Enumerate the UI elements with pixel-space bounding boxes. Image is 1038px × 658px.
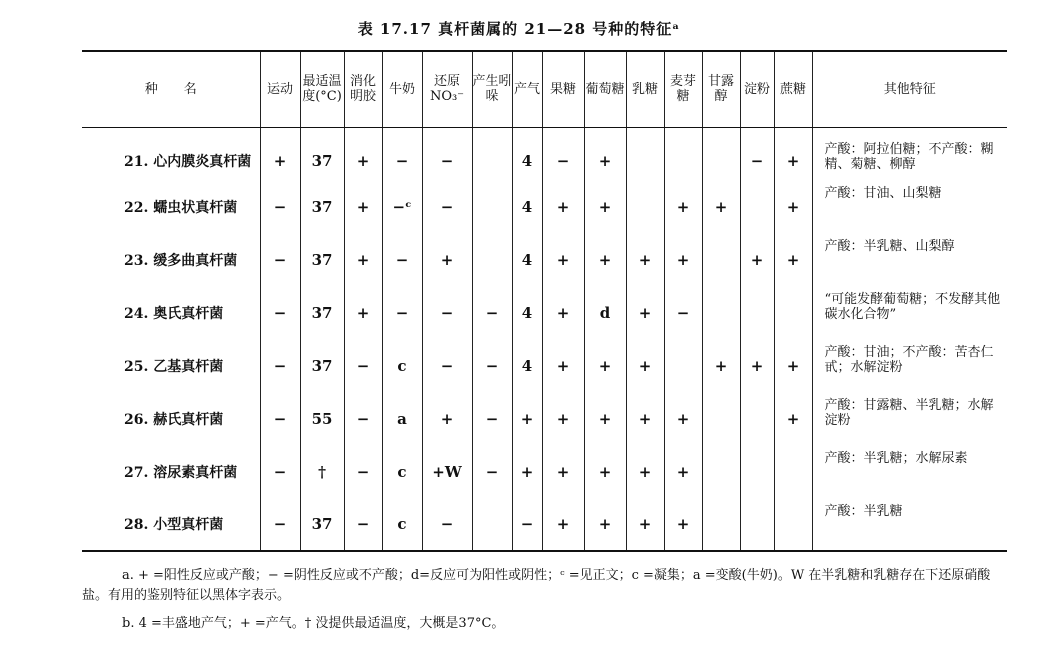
header-cell: 种 名 [82,51,260,127]
table-cell: 4 [512,233,542,286]
table-cell: 4 [512,286,542,339]
table-cell [740,180,774,233]
table-cell: + [422,233,472,286]
table-cell: 37 [300,286,344,339]
table-cell: + [664,233,702,286]
table-cell: + [584,233,626,286]
table-cell: + [584,180,626,233]
table-cell: − [260,286,300,339]
other-features: 产酸：阿拉伯糖；不产酸：糊精、菊糖、柳醇 [812,127,1007,180]
table-cell: − [260,392,300,445]
table-cell: − [344,392,382,445]
table-cell: + [702,180,740,233]
table-cell: − [422,127,472,180]
table-cell [702,127,740,180]
header-row [82,51,1007,127]
table-cell: 4 [512,127,542,180]
table-cell: + [584,127,626,180]
table-cell: − [344,498,382,551]
header-cell: 产气 [512,51,542,127]
table-cell: + [664,498,702,551]
table-cell: + [542,339,584,392]
table-cell [774,445,812,498]
characteristics-table [82,50,1007,552]
table-cell: c [382,445,422,498]
table-cell: + [774,392,812,445]
table-cell: c [382,339,422,392]
header-cell: 果糖 [542,51,584,127]
table-cell [702,233,740,286]
table-cell: − [344,445,382,498]
table-cell: 37 [300,127,344,180]
table-cell [664,127,702,180]
header-cell: 乳糖 [626,51,664,127]
table-cell [702,498,740,551]
table-row [82,180,1007,233]
table-cell: + [740,233,774,286]
table-cell: + [626,498,664,551]
table-cell: + [774,127,812,180]
table-cell: − [422,498,472,551]
header-cell: 消化明胶 [344,51,382,127]
table-cell [472,233,512,286]
table-row [82,127,1007,180]
header-cell: 甘露醇 [702,51,740,127]
header-cell: 蔗糖 [774,51,812,127]
table-cell [740,392,774,445]
species-name: 22. 蠕虫状真杆菌 [124,199,238,216]
table-cell: + [344,233,382,286]
other-features: 产酸：甘露糖、半乳糖；水解淀粉 [812,392,1007,445]
table-cell: − [260,339,300,392]
table-cell: + [664,445,702,498]
table-cell: + [702,339,740,392]
header-cell: 其他特征 [812,51,1007,127]
header-cell: 葡萄糖 [584,51,626,127]
table-cell: − [422,286,472,339]
table-cell [472,498,512,551]
table-cell [774,286,812,339]
header-cell: 运动 [260,51,300,127]
species-name: 21. 心内膜炎真杆菌 [124,153,252,170]
table-cell: − [260,233,300,286]
other-features: 产酸：甘油；不产酸：苦杏仁甙；水解淀粉 [812,339,1007,392]
table-cell: 37 [300,339,344,392]
table-cell [774,498,812,551]
table-cell: + [740,339,774,392]
species-name: 28. 小型真杆菌 [82,498,260,551]
table-cell: + [542,233,584,286]
header-cell: 还原NO₃⁻ [422,51,472,127]
table-cell: − [382,127,422,180]
table-cell: 4 [512,339,542,392]
table-cell: −ᶜ [382,180,422,233]
table-cell: + [584,445,626,498]
table-cell [702,445,740,498]
table-cell: + [626,233,664,286]
table-row [82,498,1007,551]
table-cell: + [542,286,584,339]
table-cell [702,392,740,445]
table-cell: + [584,392,626,445]
table-cell: − [664,286,702,339]
table-cell [472,180,512,233]
table-cell: − [260,180,300,233]
table-cell: − [472,286,512,339]
table-cell: a [382,392,422,445]
species-name: 25. 乙基真杆菌 [124,358,224,375]
table-cell: 55 [300,392,344,445]
table-cell: − [382,233,422,286]
table-cell: + [344,127,382,180]
table-cell: − [512,498,542,551]
table-cell: † [300,445,344,498]
other-features: 产酸：半乳糖；水解尿素 [812,445,1007,498]
table-cell: − [472,392,512,445]
table-cell: + [542,445,584,498]
table-cell: + [774,339,812,392]
table-cell: − [260,445,300,498]
species-name: 23. 缓多曲真杆菌 [124,252,238,269]
table-cell: + [542,180,584,233]
table-cell: − [542,127,584,180]
table-cell [664,339,702,392]
table-cell: 37 [300,498,344,551]
table-title: 表 17.17 真杆菌属的 21—28 号种的特征ᵃ [357,20,681,38]
header-cell: 产生吲哚 [472,51,512,127]
table-cell [626,180,664,233]
table-cell [702,286,740,339]
header-cell: 麦芽糖 [664,51,702,127]
table-cell: + [664,392,702,445]
species-name: 27. 溶尿素真杆菌 [124,464,238,481]
table-cell: + [512,392,542,445]
table-cell: c [382,498,422,551]
table-cell: + [344,286,382,339]
table-row [82,233,1007,286]
table-cell [472,127,512,180]
header-cell: 最适温度(°C) [300,51,344,127]
table-cell [626,127,664,180]
table-cell: + [774,233,812,286]
table-cell: + [422,392,472,445]
table-cell: − [422,180,472,233]
table-cell: + [542,498,584,551]
table-cell [740,498,774,551]
table-cell: + [626,445,664,498]
table-cell [740,445,774,498]
other-features: 产酸：半乳糖 [812,498,1007,551]
table-cell: + [344,180,382,233]
table-cell: +W [422,445,472,498]
table-cell: + [512,445,542,498]
table-cell: + [774,180,812,233]
table-cell: + [626,339,664,392]
table-cell: + [626,286,664,339]
table-cell: + [584,339,626,392]
table-row [82,392,1007,445]
table-cell: − [422,339,472,392]
table-cell: d [584,286,626,339]
table-row [82,339,1007,392]
other-features: “可能发酵葡萄糖；不发酵其他碳水化合物” [812,286,1007,339]
table-cell: + [260,127,300,180]
other-features: 产酸：甘油、山梨糖 [812,180,1007,233]
footnote-a: a. + =阳性反应或产酸；− =阴性反应或不产酸；d=反应可为阳性或阴性；ᶜ =见正文；c =凝集；a =变酸(牛奶)。W 在半乳糖和乳糖存在下还原硝酸盐。有用的鉴别特征以黑体字表示。 [82,568,991,603]
header-cell: 淀粉 [740,51,774,127]
table-cell: − [472,445,512,498]
table-body [82,127,1007,551]
table-cell: − [740,127,774,180]
table-cell: − [344,339,382,392]
table-row [82,286,1007,339]
species-name: 26. 赫氏真杆菌 [124,411,224,428]
table-cell [740,286,774,339]
table-cell: 37 [300,233,344,286]
footnote-b: b. 4 =丰盛地产气；+ =产气。† 没提供最适温度，大概是37°C。 [122,616,505,631]
table-cell: + [664,180,702,233]
table-cell: + [626,392,664,445]
species-name: 24. 奥氏真杆菌 [124,305,224,322]
table-row [82,445,1007,498]
table-cell: 37 [300,180,344,233]
table-cell: + [542,392,584,445]
table-cell: − [382,286,422,339]
other-features: 产酸：半乳糖、山梨醇 [812,233,1007,286]
table-cell: − [260,498,300,551]
table-cell: + [584,498,626,551]
table-cell: − [472,339,512,392]
table-cell: 4 [512,180,542,233]
header-cell: 牛奶 [382,51,422,127]
